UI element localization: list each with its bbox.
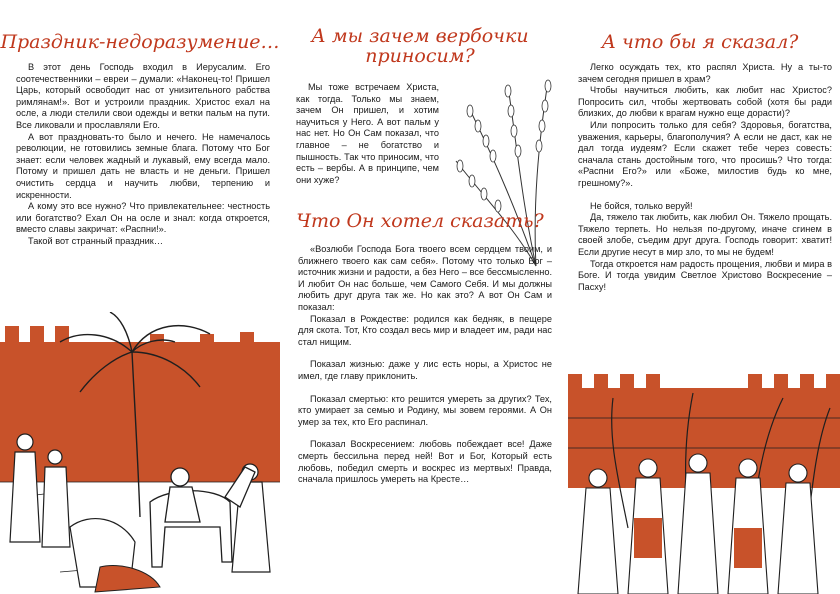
column-left [0, 0, 280, 594]
paragraph: Не бойся, только веруй! [590, 200, 693, 211]
willow-branches-drawing [448, 66, 560, 272]
paragraph: Да, тяжело так любить, как любил Он. Тяжело прощать. Тяжело терпеть. Но нельзя по-другому, иначе сгинем в своей злобе, съедим друг друга. Господь говорит: хватит! Если другие несут в мир зло, то мы не будем! [578, 212, 832, 257]
paragraph: А вот праздновать-то было и нечего. Не намечалось революции, не готовились земные блага. Потому что Бог знает: если человек жадный и лукавый, ему всегда мало. Потому и пришел дать не власть и не деньги. Пришел очистить сердца и научить любви, терпению и искренности. [16, 131, 270, 200]
paragraph: Показал смертью: кто решится умереть за других? Тех, кто умирает за семью и Родину, мы зовем героями. А Он умер за тех, кто Его распинал. [298, 393, 552, 427]
paragraph: Показал Воскресением: любовь побеждает все! Даже смерть бессильна перед ней! Вот и Бог, Который есть любовь, победил смерть и воскрес из мертвых! Правда, сначала пришлось умереть на Кресте… [298, 439, 552, 485]
paragraph: В этот день Господь входил в Иерусалим. Его соотечественники – евреи – думали: «Наконец-то! Пришел Царь, который освободит нас от унизительного рабства римлянам!». Вот и устроили праздник. Христос ехал на осле, а люди стелили свои одежды и ветки пальм на пути. Все ликовали и прославляли Его. [16, 62, 270, 130]
crenellations [568, 374, 840, 390]
section-title-willows [280, 26, 560, 66]
column-middle [280, 0, 560, 594]
section-title-what-would-i-say: А что бы я сказал? [601, 31, 799, 53]
paragraph: Показал в Рождестве: родился как бедняк, в пещере для скота. Тот, Кто создал весь мир и владеет им, ради нас стал нищим. [298, 313, 552, 347]
section-text-what-would-i-say [578, 62, 832, 293]
title-line-1: А мы зачем вербочки [311, 25, 529, 47]
section-text-willows [296, 82, 439, 186]
title-line-2: приносим? [365, 45, 475, 67]
column-right [560, 0, 840, 594]
paragraph: Тогда откроется нам радость прощения, любви и мира в Боге. И тогда увидим Светлое Христово Воскресение – Пасху! [578, 258, 832, 292]
red-cloak [95, 566, 160, 592]
palm-procession-illustration [568, 368, 840, 594]
wall-shape [0, 342, 280, 482]
paragraph: Или попросить только для себя? Здоровья, богатства, уважения, карьеры, благополучия? А если не даст, как не дал тогда иудеям? Если скажет тебе через совесть: сначала стань достойным того, что просишь? Что тогда: «Распни Его?» или «Боже, милостив будь ко мне, грешному?». [578, 119, 832, 188]
section-title-what-he-said: Что Он хотел сказать? [296, 210, 544, 232]
entry-into-jerusalem-illustration [0, 312, 280, 594]
section-title-holiday: Праздник-недоразумение… [0, 31, 280, 53]
section-text-holiday [16, 62, 270, 248]
paragraph: «Возлюби Господа Бога твоего всем сердцем твоим, и ближнего твоего как сам себя». Потому что только Бог – источник жизни и радости, а без Него – все бессмысленно. И любит Он нас больше, чем Самого Себя. И мы должны любить друг друга так же. Но как это? А вот Он Сам и показал: [298, 244, 552, 312]
section-text-what-he-said [298, 244, 552, 486]
paragraph: Мы тоже встречаем Христа, как тогда. Только мы знаем, зачем Он пришел, и хотим научиться у Него. А вот пальм у нас нет. Но Он Сам показал, что главное – не богатство и пышность. Так что приносим, что есть – вербы. А в принципе, чем они хуже? [296, 82, 439, 185]
paragraph: Показал жизнью: даже у лис есть норы, а Христос не имел, где главу приклонить. [298, 359, 552, 381]
paragraph: Чтобы научиться любить, как любит нас Христос? Попросить сил, чтобы жертвовать собой (хотя бы ради близких, до любви к врагам нужно еще дорасти)? [578, 85, 832, 119]
paragraph: Такой вот странный праздник… [28, 235, 164, 246]
paragraph: Легко осуждать тех, кто распял Христа. Ну а ты-то зачем сегодня пришел в храм? [578, 62, 832, 84]
willow-buds [457, 80, 551, 212]
paragraph: А кому это все нужно? Что привлекательнее: честность или богатство? Ехал Он на осле и знал: когда откроется, вместо славы закричат: «Распни!». [16, 201, 270, 235]
